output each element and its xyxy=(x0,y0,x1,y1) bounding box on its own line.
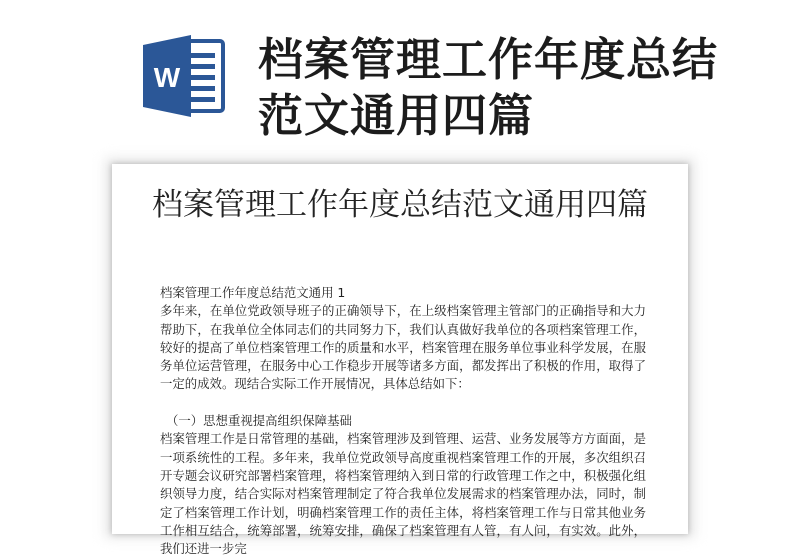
document-paragraph: 档案管理工作是日常管理的基础，档案管理涉及到管理、运营、业务发展等方方面面，是一项系统性的工程。多年来，我单位党政领导高度重视档案管理工作的开展，多次组织召开专题会议研究部署档案管理，将档案管理纳入到日常的行政管理工作之中，积极强化组织领导力度，结合实际对档案管理制定了符合我单位发展需求的档案管理办法，同时，制定了档案管理工作计划，明确档案管理工作的责任主体，将档案管理工作与日常其他业务工作相互结合，统筹部署，统筹安排，确保了档案管理有人管，有人问，有实效。此外，我们还进一步完 xyxy=(160,431,646,557)
page-header xyxy=(0,0,800,150)
document-paragraph: 多年来，在单位党政领导班子的正确领导下，在上级档案管理主管部门的正确指导和大力帮助下，在我单位全体同志们的共同努力下，我们认真做好我单位的各项档案管理工作，较好的提高了单位档案管理工作的质量和水平，档案管理在服务单位事业科学发展，在服务单位运营管理，在服务中心工作稳步开展等诸多方面，都发挥出了积极的作用，取得了一定的成效。现结合实际工作开展情况，具体总结如下： xyxy=(160,303,646,392)
page-title: 档案管理工作年度总结范文通用四篇 xyxy=(258,33,719,142)
document-title: 档案管理工作年度总结范文通用四篇 xyxy=(152,187,648,223)
document-preview xyxy=(112,164,688,557)
document-section-heading: （一）思想重视提高组织保障基础 xyxy=(166,413,352,429)
document-body xyxy=(160,284,646,558)
word-document-icon xyxy=(143,35,227,117)
word-icon-letter: W xyxy=(153,62,181,93)
document-blank-line xyxy=(160,394,646,412)
document-subheading: 档案管理工作年度总结范文通用 1 xyxy=(160,285,346,300)
